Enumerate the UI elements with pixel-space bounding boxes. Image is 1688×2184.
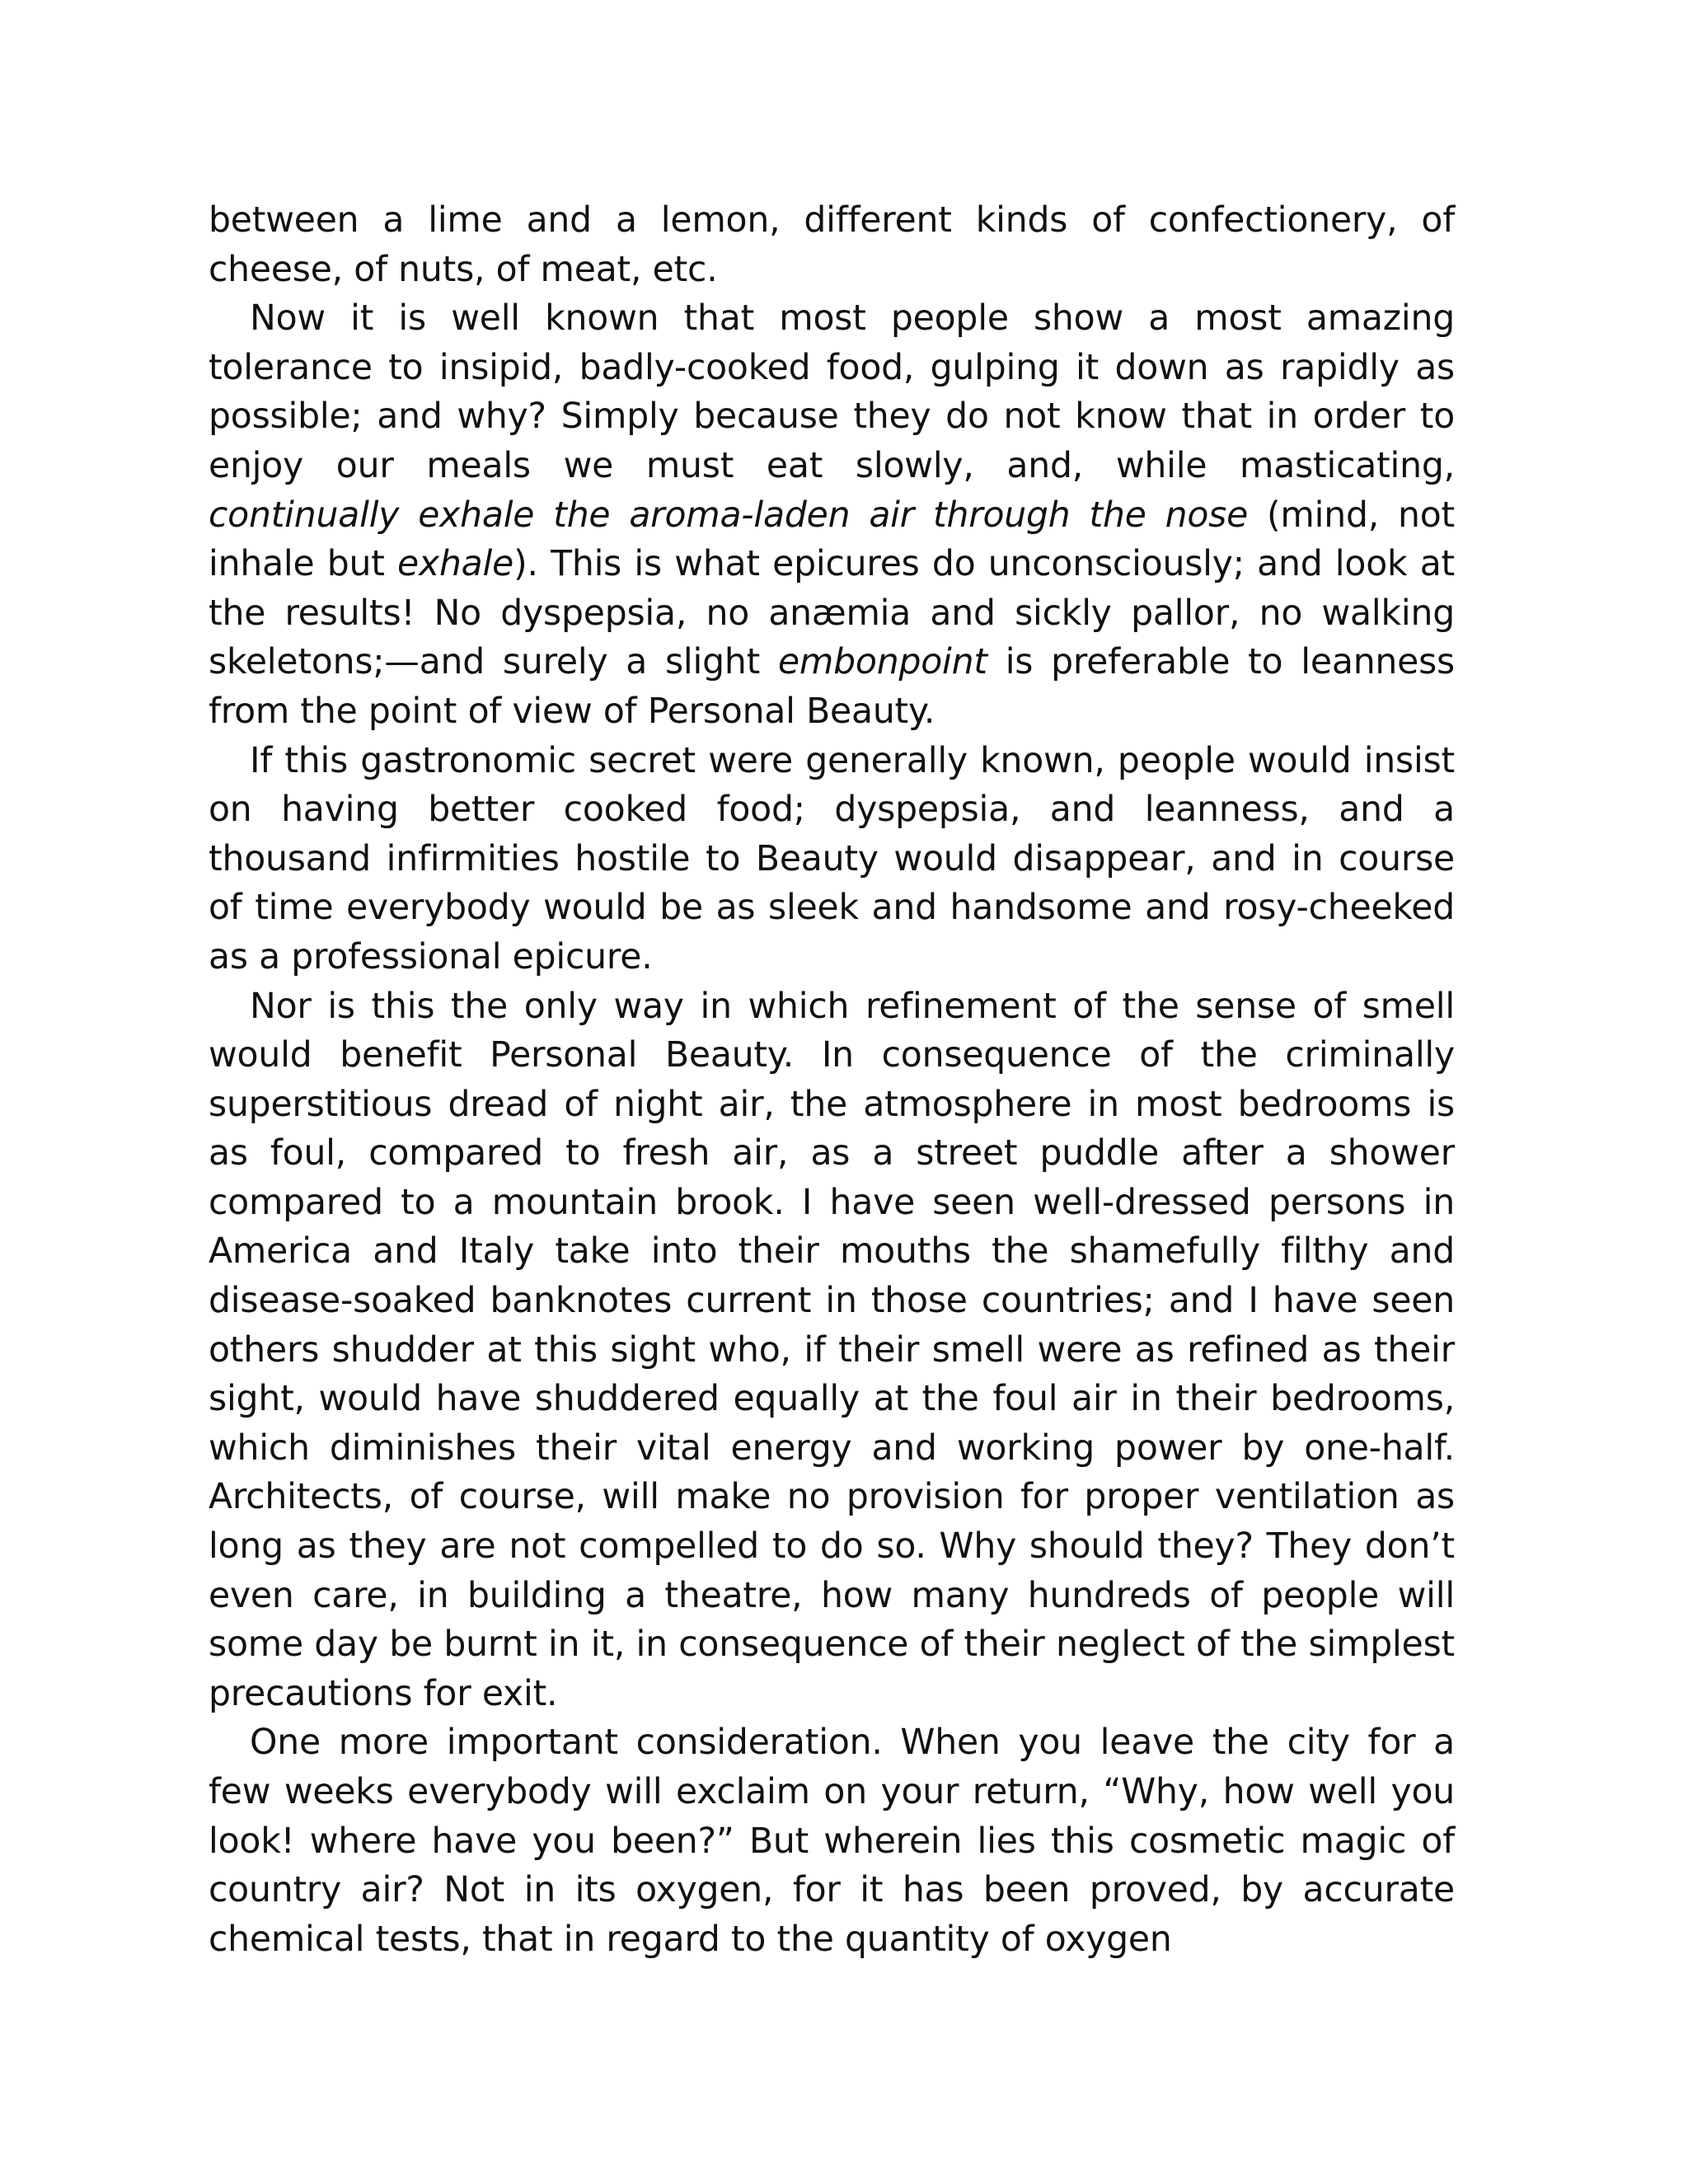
paragraph-4-text: Nor is this the only way in which refinement of the sense of smell would benefit Personal Beauty. In consequence of the criminally superstitious dread of night air, the atmosphere in most bedrooms is as foul, compared to fresh air, as a street puddle after a shower compared to a mountain brook. I have seen well-dressed persons in America and Italy take into their mouths the shamefully filthy and disease-soaked banknotes current in those countries; and I have seen others shudder at this sight who, if their smell were as refined as their sight, would have shuddered equally at the foul air in their bedrooms, which diminishes their vital energy and working power by one-half. Architects, of course, will make no provision for proper ventilation as long as they are not compelled to do so. Why should they? They don’t even care, in building a theatre, how many hundreds of people will some day be burnt in it, in consequence of their neglect of the simplest precautions for exit. <box>209 986 1455 1714</box>
italic-phrase-exhale-aroma: continually exhale the aroma-laden air through the nose <box>209 494 1249 536</box>
document-page <box>209 196 1455 1964</box>
paragraph-3-text: If this gastronomic secret were generally known, people would insist on having better cooked food; dyspepsia, and leanness, and a thousand infirmities hostile to Beauty would disappear, and in course of time everybody would be as sleek and handsome and rosy-​cheeked as a professional epicure. <box>209 740 1455 977</box>
paragraph-5-text: One more important consideration. When you leave the city for a few weeks everybody will exclaim on your return, “Why, how well you look! where have you been?” But wherein lies this cosmetic magic of country air? Not in its oxygen, for it has been proved, by accurate chemical tests, that in regard to the quantity of oxygen <box>209 1722 1455 1960</box>
paragraph-3 <box>209 737 1455 982</box>
paragraph-1 <box>209 196 1455 294</box>
paragraph-5 <box>209 1718 1455 1964</box>
paragraph-4 <box>209 982 1455 1719</box>
italic-word-exhale: exhale <box>397 544 514 585</box>
paragraph-1-text: between a lime and a lemon, different kinds of confectionery, of cheese, of nuts, of meat, etc. <box>209 200 1455 290</box>
paragraph-2-text: ). This is what epicures do unconsciously; and look at the results! No dyspepsia, no anæmia and sickly pallor, no walking skeletons;—and surely a slight <box>209 544 1456 683</box>
paragraph-2-text: is preferable to leanness from the point of view of Personal Beauty. <box>209 642 1455 732</box>
paragraph-2-text: Now it is well known that most people show a most amazing tolerance to insipid, badly-cooked food, gulping it down as rapidly as possible; and why? Simply because they do not know that in order to enjoy our meals we must eat slowly, and, while masticating, <box>209 298 1455 486</box>
paragraph-2-text: (mind, not inhale but <box>209 494 1455 585</box>
italic-word-embonpoint: embonpoint <box>777 642 987 683</box>
paragraph-2 <box>209 294 1455 736</box>
